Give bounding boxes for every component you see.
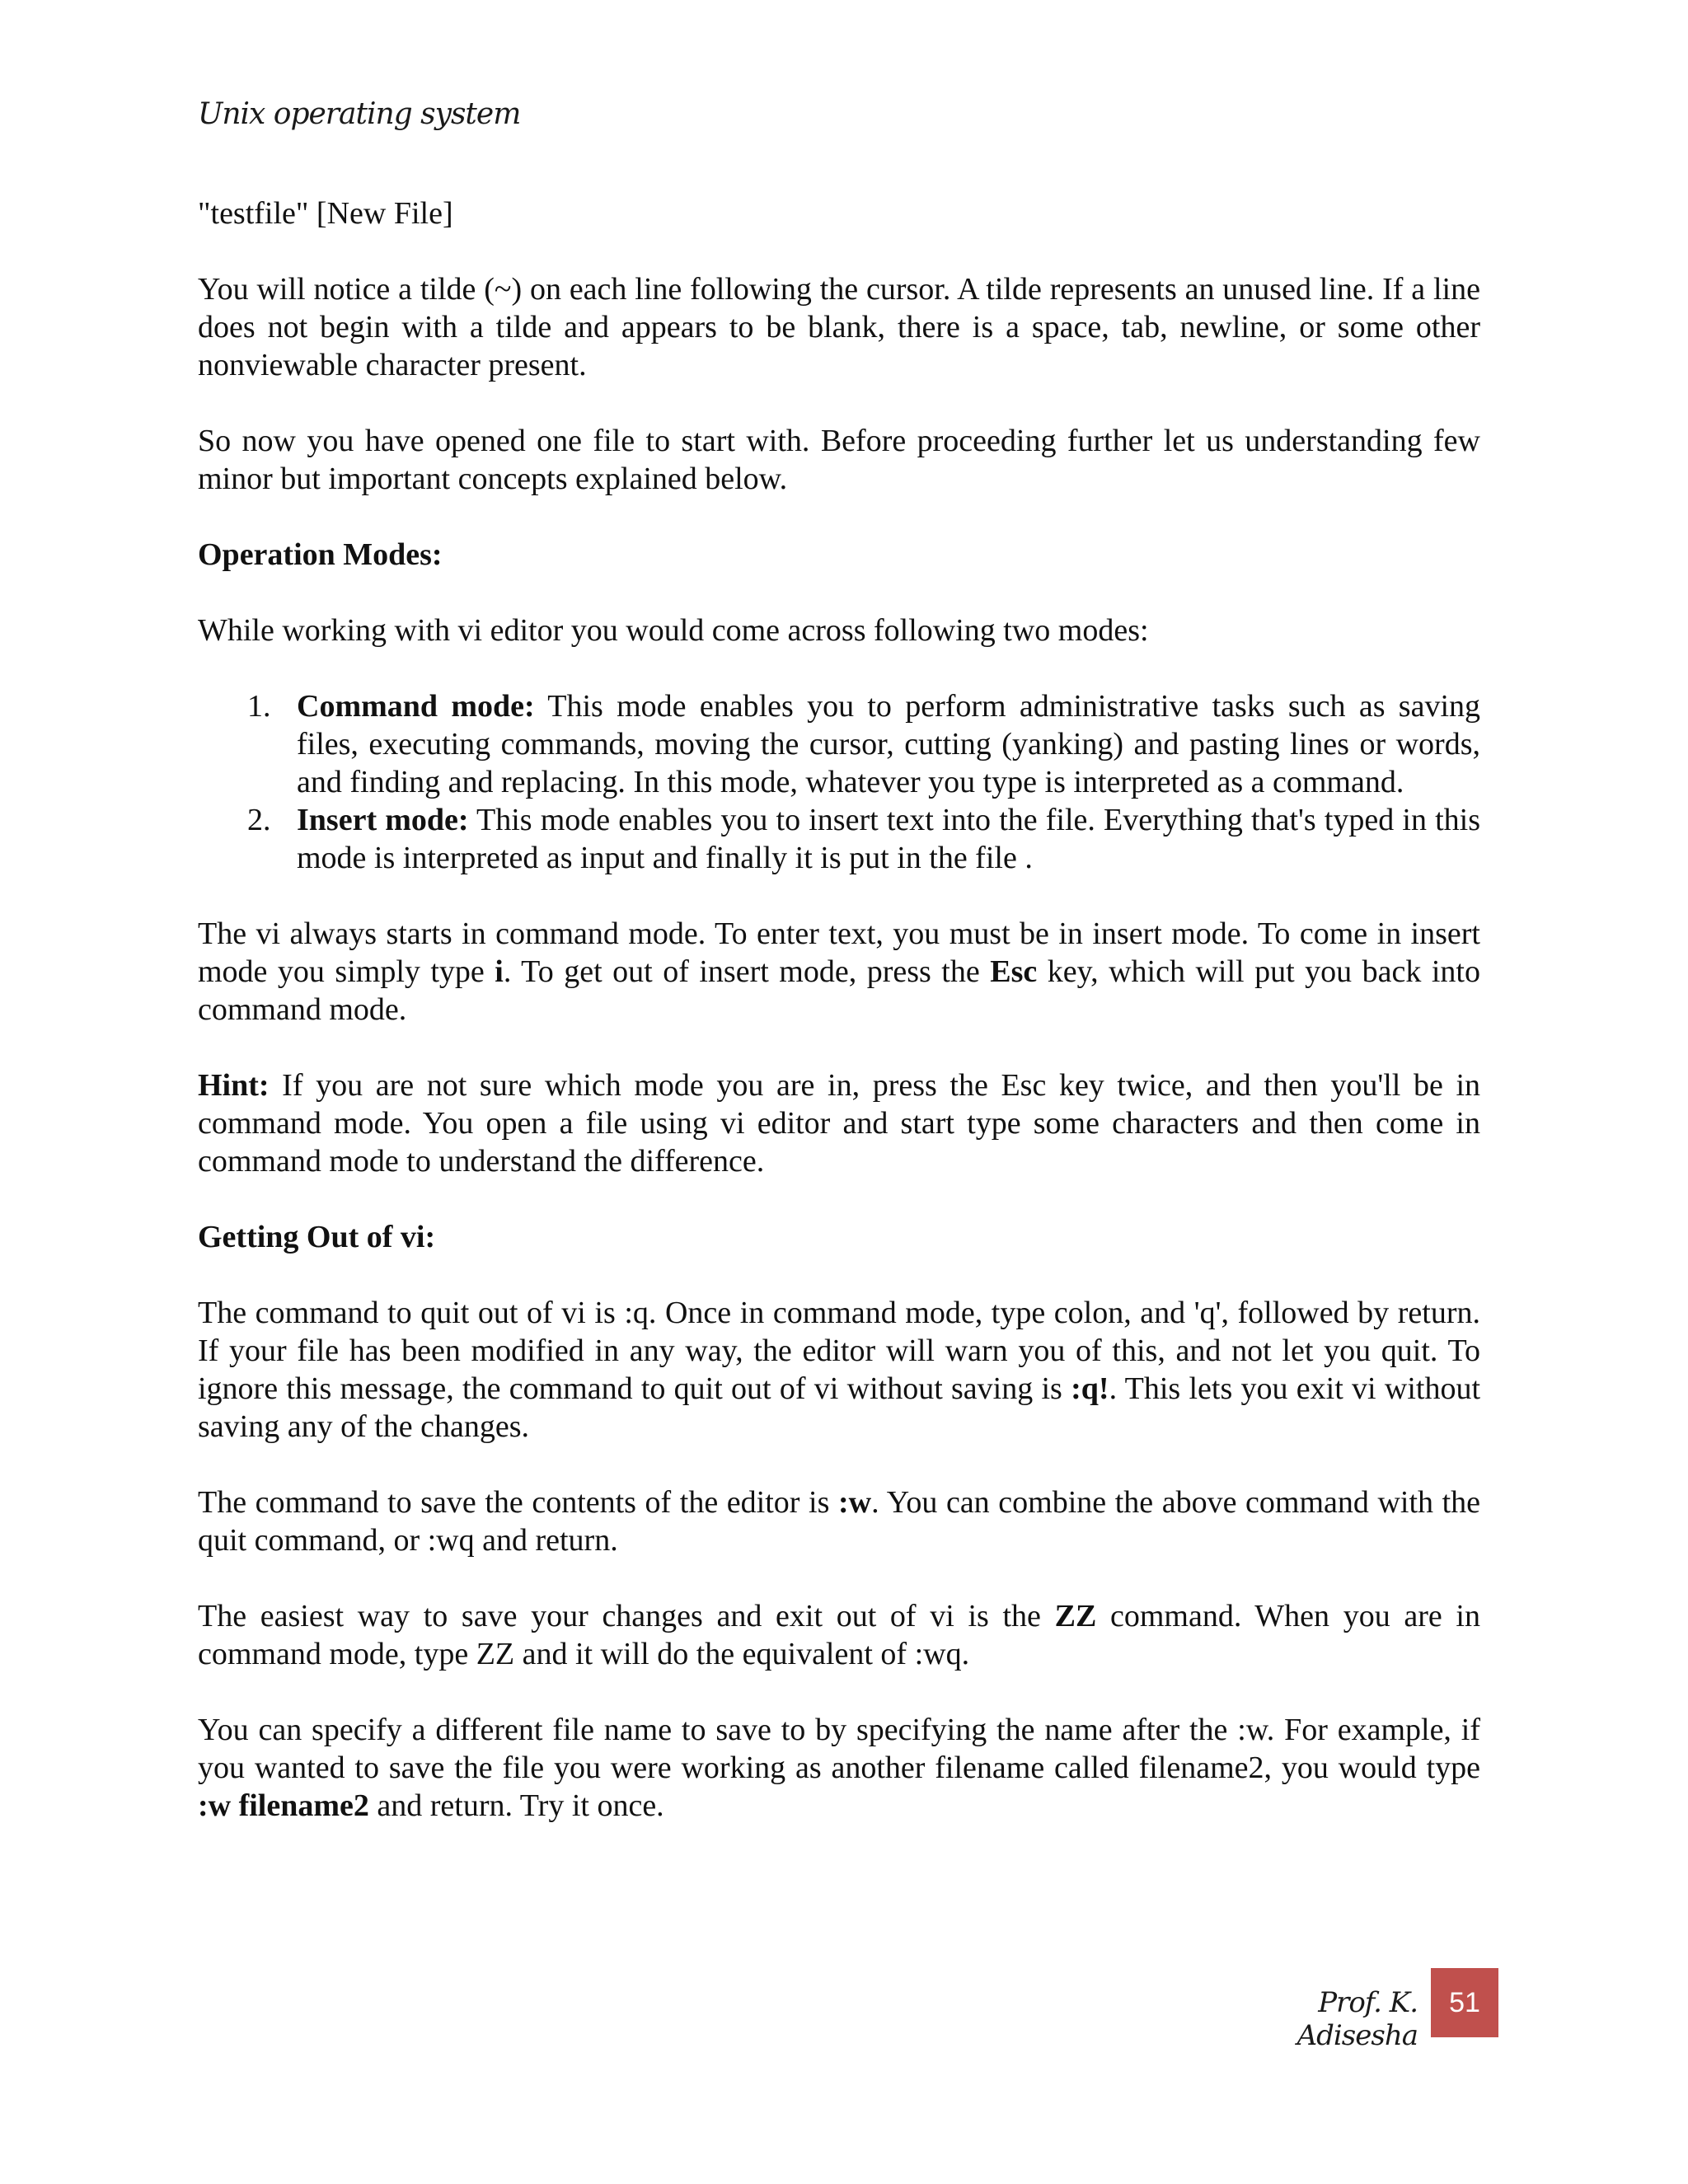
page-number-badge: 51 — [1431, 1968, 1498, 2037]
text-run: The easiest way to save your changes and exit out of vi is the — [198, 1599, 1055, 1633]
key-esc: Esc — [990, 954, 1038, 989]
text-run: The vi always starts in command mode. To enter text, you must be in insert mode. To come in insert mode you simply type — [198, 916, 1480, 989]
text-run: command. When you are in command mode, type ZZ and it will do the equivalent of :wq. — [198, 1599, 1480, 1671]
text-run: You can specify a different file name to save to by specifying the name after the :w. For example, if you wanted to save the file you were working as another filename called filename2, you would type — [198, 1713, 1480, 1785]
page-body — [198, 194, 1480, 1863]
file-status-line: "testfile" [New File] — [198, 196, 453, 231]
list-item — [198, 687, 1480, 801]
footer-author: Prof. K. Adisesha — [1296, 1986, 1418, 2052]
text-run: If you are not sure which mode you are in, press the Esc key twice, and then you'll be in command mode. You open a file using vi editor and start type some characters and then come in command mode to understand the difference. — [198, 1068, 1480, 1179]
text-run: The command to quit out of vi is :q. Once in command mode, type colon, and 'q', followed by return. If your file has been modified in any way, the editor will warn you of this, and not let you quit. To ignore this message, the command to quit out of vi without saving is — [198, 1296, 1480, 1406]
list-term: Command mode: — [297, 689, 535, 724]
list-text: This mode enables you to perform administrative tasks such as saving files, executing commands, moving the cursor, cutting (yanking) and pasting lines or words, and finding and replacing. In this mode, whatever you type is interpreted as a command. — [297, 689, 1481, 799]
paragraph-filename — [198, 1711, 1480, 1825]
list-term: Insert mode: — [297, 803, 469, 837]
text-run: . To get out of insert mode, press the — [503, 954, 991, 989]
paragraph-save — [198, 1483, 1480, 1559]
list-number: 2. — [247, 803, 271, 837]
paragraph-quit — [198, 1294, 1480, 1446]
paragraph-command-mode — [198, 915, 1480, 1029]
command-zz: ZZ — [1054, 1599, 1097, 1633]
paragraph-modes-intro: While working with vi editor you would come across following two modes: — [198, 613, 1149, 648]
running-header: Unix operating system — [198, 97, 521, 131]
text-run: key, which will put you back into command mode. — [198, 954, 1480, 1027]
text-run: . This lets you exit vi without saving any of the changes. — [198, 1371, 1480, 1444]
command-w-filename: :w filename2 — [198, 1788, 369, 1823]
list-text: This mode enables you to insert text into the file. Everything that's typed in this mode is interpreted as input and finally it is put in the file . — [297, 803, 1480, 875]
paragraph-intro: So now you have opened one file to start with. Before proceeding further let us understanding few minor but important concepts explained below. — [198, 424, 1480, 496]
text-run: . You can combine the above command with the quit command, or :wq and return. — [198, 1485, 1481, 1558]
key-i: i — [495, 954, 504, 989]
heading-operation-modes: Operation Modes: — [198, 537, 443, 572]
command-w: :w — [837, 1485, 872, 1520]
hint-label: Hint: — [198, 1068, 270, 1103]
heading-getting-out: Getting Out of vi: — [198, 1220, 436, 1254]
modes-list — [198, 687, 1480, 877]
list-number: 1. — [247, 689, 271, 724]
paragraph-tilde: You will notice a tilde (~) on each line following the cursor. A tilde represents an unused line. If a line does not begin with a tilde and appears to be blank, there is a space, tab, newline, or some other nonviewable character present. — [198, 272, 1480, 382]
command-q-bang: :q! — [1071, 1371, 1109, 1406]
text-run: The command to save the contents of the editor is — [198, 1485, 838, 1520]
text-run: and return. Try it once. — [368, 1788, 664, 1823]
paragraph-zz — [198, 1597, 1480, 1673]
list-item — [198, 801, 1480, 877]
paragraph-hint — [198, 1066, 1480, 1180]
